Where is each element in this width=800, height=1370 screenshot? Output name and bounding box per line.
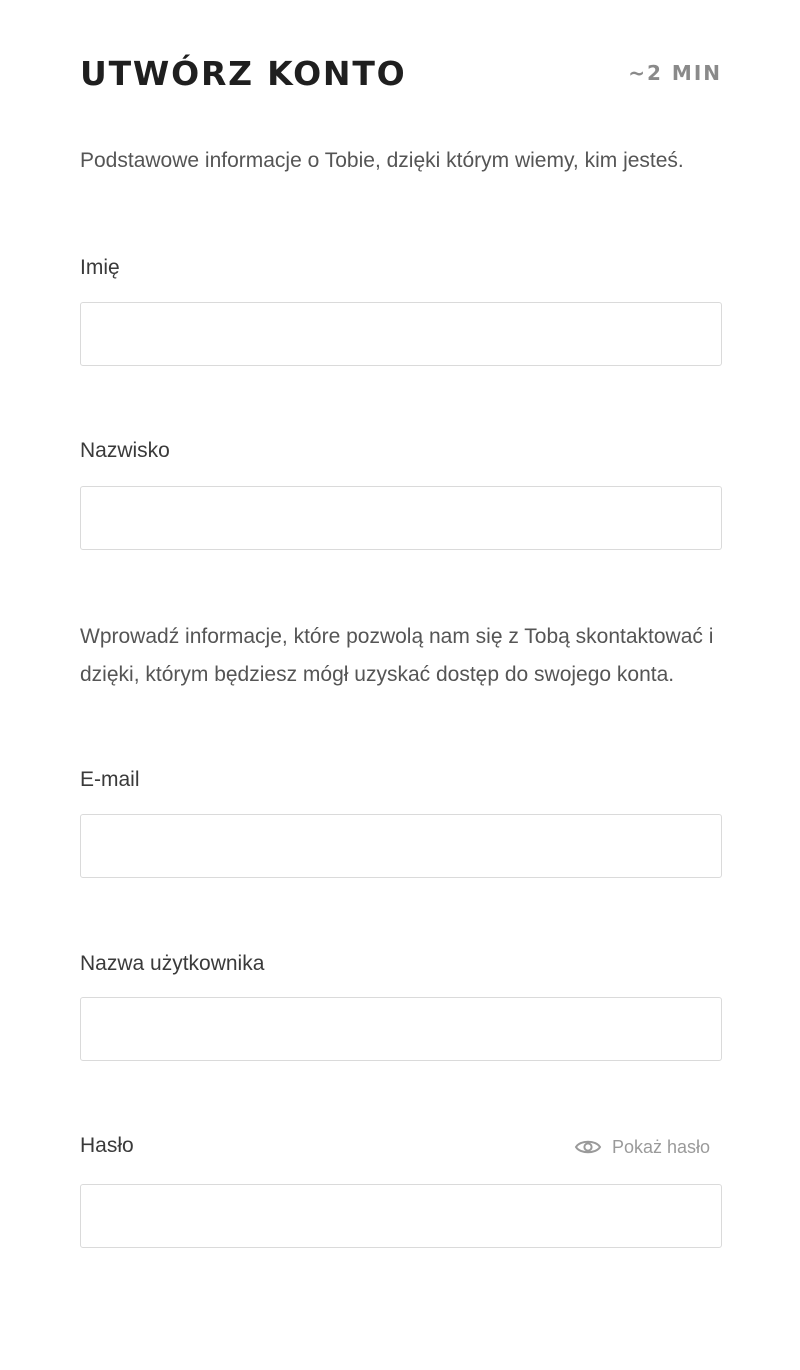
contact-info-description: Wprowadź informacje, które pozwolą nam się z Tobą skontaktować i dzięki, którym będziesz mógł uzyskać dostęp do swojego konta.: [80, 625, 714, 686]
password-label: Hasło: [80, 1134, 134, 1157]
password-field[interactable]: [80, 1184, 722, 1248]
username-field[interactable]: [80, 997, 722, 1061]
username-label: Nazwa użytkownika: [80, 952, 265, 975]
estimated-time: ~2 MIN: [628, 61, 722, 85]
eye-icon: [574, 1137, 602, 1157]
basic-info-description: Podstawowe informacje o Tobie, dzięki którym wiemy, kim jesteś.: [80, 149, 684, 172]
email-label: E-mail: [80, 768, 140, 791]
show-password-label: Pokaż hasło: [611, 1137, 710, 1157]
first-name-field[interactable]: [80, 302, 722, 366]
email-field[interactable]: [80, 814, 722, 878]
last-name-field[interactable]: [80, 486, 722, 550]
page-title: UTWÓRZ KONTO: [80, 54, 407, 93]
form-header: [80, 52, 724, 96]
show-password-toggle[interactable]: [574, 1135, 710, 1159]
last-name-label: Nazwisko: [80, 439, 170, 462]
first-name-label: Imię: [80, 256, 120, 279]
